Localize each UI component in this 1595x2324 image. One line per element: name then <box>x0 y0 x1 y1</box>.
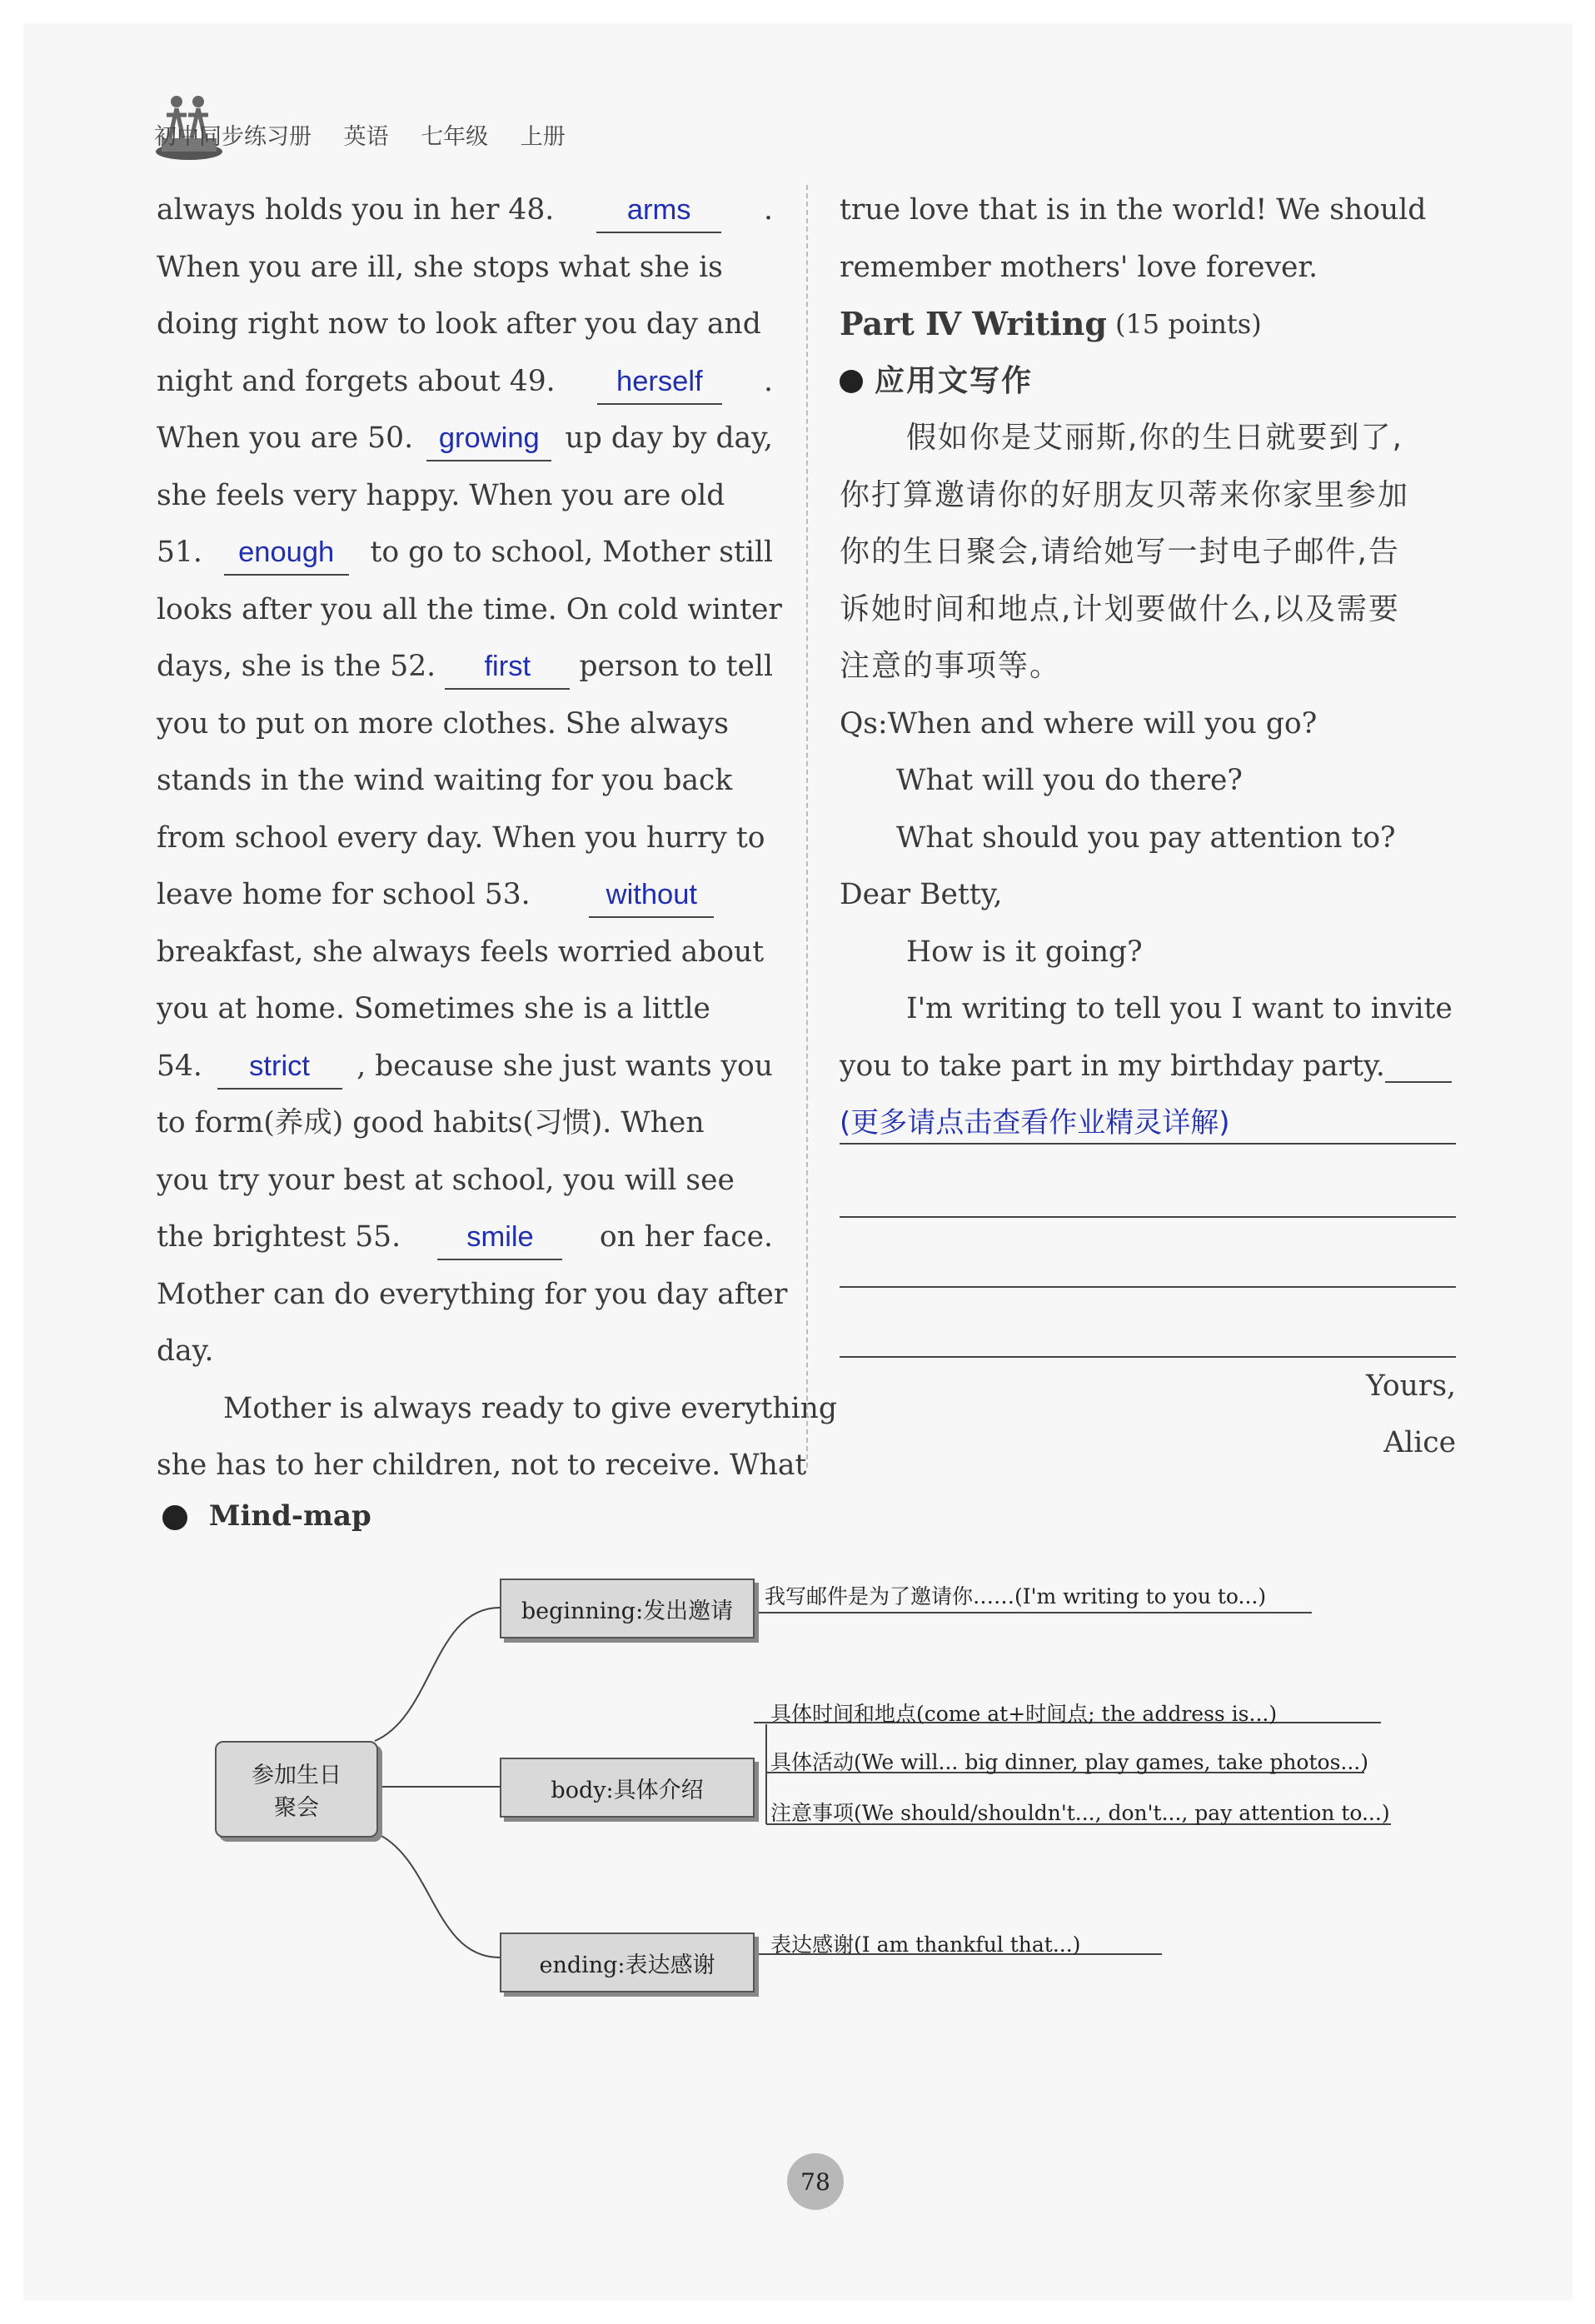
text-line: from school every day. When you hurry to <box>157 820 765 855</box>
line-text: person to tell <box>579 650 773 683</box>
part-points: (15 points) <box>1114 308 1262 340</box>
part-label: Part Ⅳ Writing <box>840 305 1107 342</box>
opening: How is it going? <box>906 935 1143 969</box>
center-line: 参加生日 <box>252 1763 341 1788</box>
text-line: When you are ill, she stops what she is <box>157 250 723 284</box>
mindmap-title-text: Mind-map <box>208 1499 371 1533</box>
body-detail: 具体活动(We will... big dinner, play games, take photos...) <box>770 1750 1368 1774</box>
answer-blank[interactable]: growing <box>426 416 551 461</box>
text-line: Mother is always ready to give everything <box>223 1391 837 1425</box>
task-line: 假如你是艾丽斯,你的生日就要到了, <box>906 421 1403 455</box>
ending-detail: 表达感谢(I am thankful that...) <box>770 1933 1081 1957</box>
text-line: she feels very happy. When you are old <box>157 478 725 512</box>
question: When and where will you go? <box>887 706 1318 741</box>
text-line: Mother can do everything for you day after <box>157 1277 788 1311</box>
grade: 七年级 <box>421 124 489 150</box>
mindmap-beginning: beginning:发出邀请 <box>500 1578 755 1638</box>
line-text: leave home for school 53. <box>157 878 531 911</box>
line-text: the brightest 55. <box>157 1220 401 1254</box>
body-detail: 具体时间和地点(come at+时间点; the address is...) <box>770 1702 1278 1726</box>
answer-blank[interactable]: first <box>445 645 570 690</box>
text-line: breakfast, she always feels worried about <box>157 935 765 969</box>
greeting: Dear Betty, <box>840 878 1003 911</box>
center-line: 聚会 <box>274 1795 319 1821</box>
answer-blank[interactable]: enough <box>224 531 349 576</box>
line-text: to go to school, Mother still <box>370 536 773 569</box>
text-line: looks after you all the time. On cold winter <box>157 592 782 626</box>
text-line: you to put on more clothes. She always <box>157 706 729 741</box>
text-line: remember mothers' love forever. <box>840 250 1318 284</box>
line-text: 54. <box>157 1049 202 1083</box>
text-line: true love that is in the world! We should <box>840 193 1427 227</box>
line-text: 51. <box>157 536 202 569</box>
body-detail: 注意事项(We should/shouldn't..., don't..., pay attention to...) <box>770 1801 1390 1825</box>
line-text: , because she just wants you <box>356 1049 773 1083</box>
task-line: 诉她时间和地点,计划要做什么,以及需要 <box>840 591 1400 626</box>
text-line: day. <box>157 1334 214 1368</box>
text-line: doing right now to look after you day and <box>157 307 761 341</box>
subject: 英语 <box>343 124 389 150</box>
task-line: 注意的事项等。 <box>840 649 1062 683</box>
beginning-detail: 我写邮件是为了邀请你……(I'm writing to you to...) <box>765 1584 1267 1608</box>
connector-beginning <box>375 1608 500 1741</box>
answer-blank[interactable]: herself <box>597 360 722 405</box>
text-line: to form(养成) good habits(习惯). When <box>157 1106 705 1140</box>
answer-link[interactable]: (更多请点击查看作业精灵详解) <box>840 1106 1230 1140</box>
text-line: you at home. Sometimes she is a little <box>157 992 710 1025</box>
line-text: . <box>764 193 773 227</box>
section-title: 应用文写作 <box>875 363 1034 398</box>
answer-blank[interactable]: without <box>589 873 714 918</box>
text-line: stands in the wind waiting for you back <box>157 764 733 797</box>
signature: Alice <box>1383 1426 1456 1459</box>
line-text: always holds you in her 48. <box>157 193 555 227</box>
answer-blank[interactable]: arms <box>596 188 721 233</box>
task-line: 你打算邀请你的好朋友贝蒂来你家里参加 <box>840 477 1410 512</box>
text-line: she has to her children, not to receive. What <box>157 1449 807 1482</box>
answer-blank[interactable]: strict <box>217 1045 342 1090</box>
mindmap-center <box>215 1741 378 1838</box>
page-number: 78 <box>787 2153 844 2210</box>
answer-blank[interactable]: smile <box>437 1215 562 1260</box>
body-text: you to take part in my birthday party. <box>840 1049 1385 1083</box>
qs-label: Qs: <box>840 706 888 741</box>
line-text: on her face. <box>599 1220 773 1254</box>
line-text: When you are 50. <box>157 421 414 455</box>
closing: Yours, <box>1366 1369 1456 1403</box>
line-text: up day by day, <box>565 421 773 455</box>
line-text: days, she is the 52. <box>157 650 436 683</box>
question: What will you do there? <box>896 764 1243 797</box>
body-line: I'm writing to tell you I want to invite <box>906 992 1453 1025</box>
line-text: night and forgets about 49. <box>157 364 556 398</box>
line-text: . <box>764 364 773 398</box>
text-line: you try your best at school, you will see <box>157 1163 735 1197</box>
mindmap-ending: ending:表达感谢 <box>500 1933 755 1992</box>
mindmap-body: body:具体介绍 <box>500 1758 755 1818</box>
connector-ending <box>375 1833 500 1957</box>
volume: 上册 <box>520 124 566 150</box>
task-line: 你的生日聚会,请给她写一封电子邮件,告 <box>840 535 1400 569</box>
book-title: 初中同步练习册 <box>154 124 312 150</box>
question: What should you pay attention to? <box>896 820 1396 855</box>
